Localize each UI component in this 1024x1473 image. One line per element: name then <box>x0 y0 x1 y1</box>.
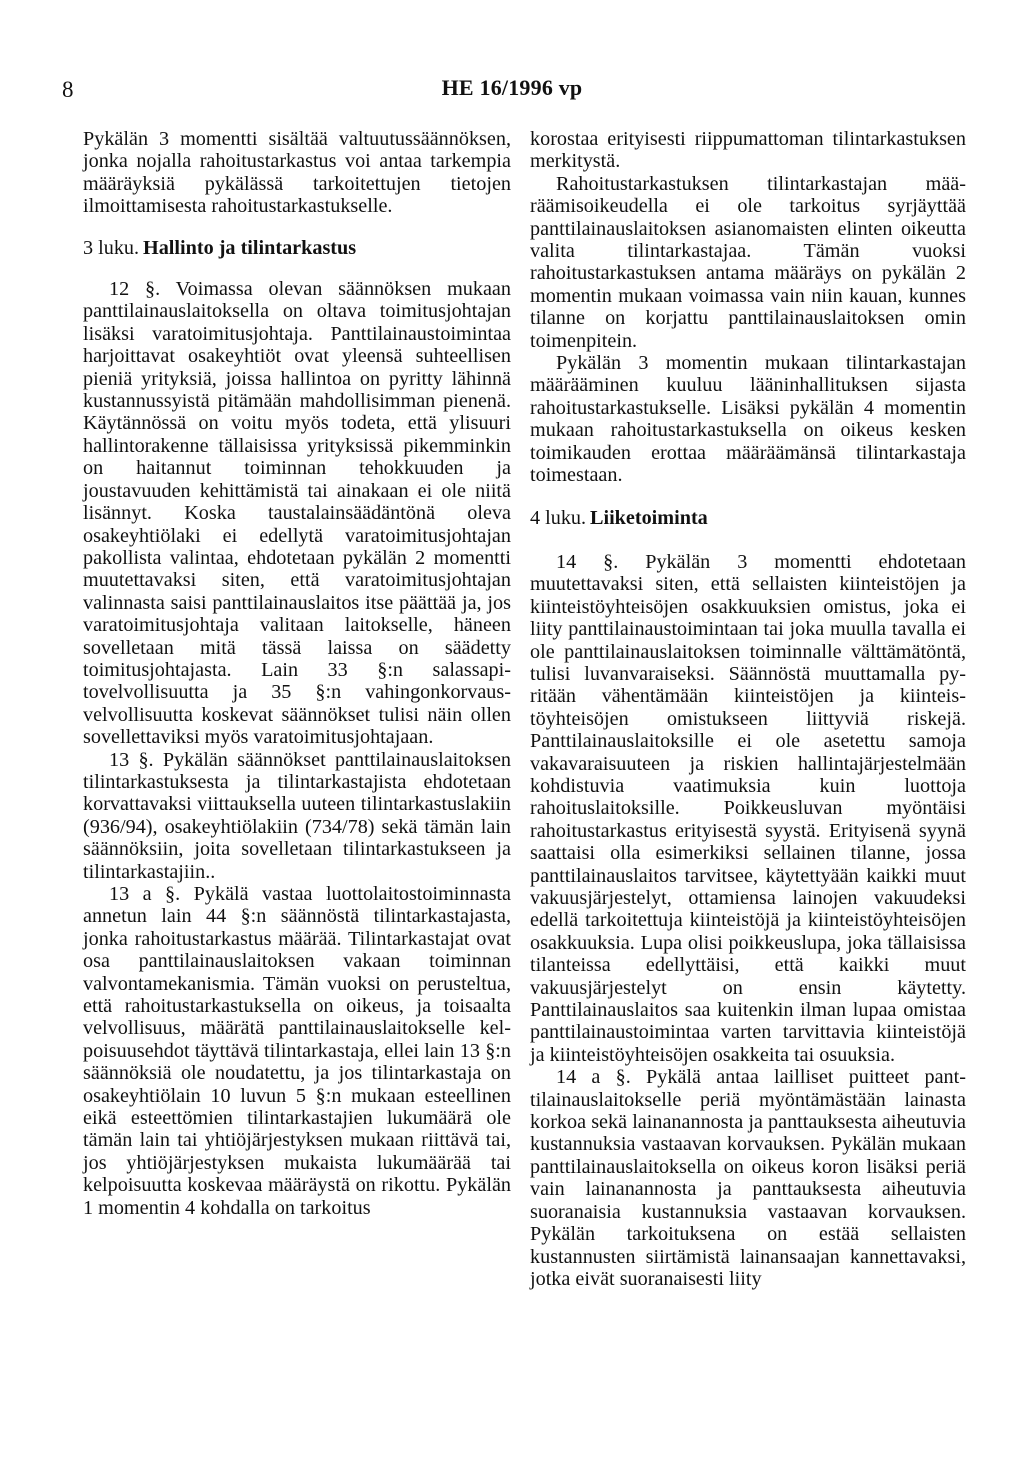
chapter-heading <box>83 237 511 259</box>
chapter-number: 3 luku. <box>83 236 140 259</box>
chapter-title: Hallinto ja tilintarkastus <box>143 236 357 259</box>
paragraph: 14 §. Pykälän 3 momentti ehdotetaan muutettavaksi siten, että sellaisten kiinteistöjen ja kiinteistöyhteisöjen osakkuuksien omistus, joka ei liity panttilainaustoimintaan tai joka muulla tavalla ei ole panttilainauslaitoksen toiminnalle välttämätöntä, tulisi luvanvaraiseksi. Säännöstä muuttamalla pyritään vähentämään kiinteistöjen ja kiinteistöyhteisöjen omistukseen liittyviä riskejä. Panttilainauslaitoksille ei ole asetettu samoja vakavaraisuuteen ja riskien hallintajärjestelmään kohdistuvia vaatimuksia kuin luottoja rahoituslaitoksille. Poikkeusluvan myöntäisi rahoitustarkastus erityisestä syystä. Erityisenä syynä saattaisi olla esimerkiksi sellainen tilanne, jossa panttilainauslaitos tarvitsee, käytettyään kaikki muut vakuusjärjestelyt, ottamiensa lainojen vakuudeksi edellä tarkoitettuja kiinteistöjä ja kiinteistöyhteisöjen osakkuuksia. Lupa olisi poikkeuslupa, joka tällaisissa tilanteissa edellyttäisi, että kaikki muut vakuusjärjestelyt on ensin käytetty. Panttilainauslaitos saa kuitenkin ilman lupaa omistaa panttilainaustoimintaa varten tarvittavia kiinteistöjä ja kiinteistöyhteisöjen osakkeita tai osuuksia. <box>530 550 966 1066</box>
right-column <box>530 128 966 1290</box>
paragraph: Rahoitustarkastuksen tilintarkastajan määräämisoikeudella ei ole tarkoitus syrjäyttää panttilainauslaitoksen asianomaisten elinten oikeutta valita tilintarkastajaa. Tämän vuoksi rahoitustarkastuksen antama määräys on pykälän 2 momentin mukaan voimassa vain niin kauan, kunnes tilanne on korjattu panttilainauslaitoksen omin toimenpitein. <box>530 172 966 352</box>
chapter-title: Liiketoiminta <box>590 506 708 529</box>
paragraph: Pykälän 3 momentin mukaan tilintarkastajan määrääminen kuuluu lääninhallituksen sijasta rahoitustarkastukselle. Lisäksi pykälän 4 momentin mukaan rahoitustarkastuksella on oikeus kesken toimikauden erottaa määräämänsä tilintarkastaja toimestaan. <box>530 352 966 487</box>
left-column <box>83 128 511 1219</box>
paragraph: 12 §. Voimassa olevan säännöksen mukaan panttilainauslaitoksella on oltava toimitusjohtajan lisäksi varatoimitusjohtaja. Panttilainaustoimintaa harjoittavat osakeyhtiöt ovat yleensä suhteellisen pieniä yrityksiä, joissa hallintoa on pyritty lähinnä kustannussyistä pitämään mahdollisimman pienenä. Käytännössä on voitu myös todeta, että ylisuuri hallintorakenne tällaisissa yrityksissä pikemminkin on haitannut toiminnan tehokkuuden ja joustavuuden kehittämistä tai ainakaan ei ole niitä lisännyt. Koska taustalainsäädäntönä oleva osakeyhtiölaki ei edellytä varatoimitusjohtajan pakollista valintaa, ehdotetaan pykälän 2 momentti muutettavaksi siten, että varatoimitusjohtajan valinnasta saisi panttilainauslaitos itse päättää ja, jos varatoimitusjohtaja valitaan laitokselle, häneen sovelletaan mitä tässä laissa on säädetty toimitusjohtajasta. Lain 33 §:n salassapitovelvollisuutta ja 35 §:n vahingonkorvausvelvollisuutta koskevat säännökset tulisi näin ollen sovellettaviksi myös varatoimitusjohtajaan. <box>83 278 511 749</box>
paragraph: 14 a §. Pykälä antaa lailliset puitteet panttilainauslaitokselle periä myöntämästään lainasta korkoa sekä lainanannosta ja panttauksesta aiheutuvia kustannuksia vastaavan korvauksen. Pykälän mukaan panttilainauslaitoksella on oikeus koron lisäksi periä vain lainanannosta ja panttauksesta aiheutuvia suoranaisia kustannuksia vastaavan korvauksen. Pykälän tarkoituksena on estää sellaisten kustannusten siirtämistä lainansaajan kannettavaksi, jotka eivät suoranaisesti liity <box>530 1066 966 1290</box>
chapter-number: 4 luku. <box>530 506 587 529</box>
chapter-heading <box>530 507 966 529</box>
running-head: HE 16/1996 vp <box>441 75 583 100</box>
paragraph: 13 §. Pykälän säännökset panttilainauslaitoksen tilintarkastuksesta ja tilintarkastajista ehdotetaan korvattavaksi viittauksella uuteen tilintarkastuslakiin (936/94), osakeyhtiölakiin (734/78) sekä tämän lain säännöksiin, joita sovelletaan tilintarkastukseen ja tilintarkastajiin.. <box>83 748 511 883</box>
paragraph: 13 a §. Pykälä vastaa luottolaitostoiminnasta annetun lain 44 §:n säännöstä tilintarkastajasta, jonka rahoitustarkastus määrää. Tilintarkastajat ovat osa panttilainauslaitoksen vakaan toiminnan valvontamekanismia. Tämän vuoksi on perusteltua, että rahoitustarkastuksella on oikeus, ja toisaalta velvollisuus, määrätä panttilainauslaitokselle kelpoisuusehdot täyttävä tilintarkastaja, ellei lain 13 §:n säännöksiä ole noudatettu, ja jos tilintarkastaja on osakeyhtiölain 10 luvun 5 §:n mukaan esteellinen eikä esteettömien tilintarkastajien lukumäärä ole tämän lain tai yhtiöjärjestyksen mukaan riittävä tai, jos yhtiöjärjestyksen mukaista lukumäärää tai kelpoisuutta koskevaa määräystä on rikottu. Pykälän 1 momentin 4 kohdalla on tarkoitus <box>83 883 511 1219</box>
paragraph: Pykälän 3 momentti sisältää valtuutussäännöksen, jonka nojalla rahoitustarkastus voi antaa tarkempia määräyksiä pykälässä tarkoitettujen tietojen ilmoittamisesta rahoitustarkastukselle. <box>83 128 511 218</box>
page-number: 8 <box>62 77 74 102</box>
paragraph: korostaa erityisesti riippumattoman tilintarkastuksen merkitystä. <box>530 128 966 173</box>
